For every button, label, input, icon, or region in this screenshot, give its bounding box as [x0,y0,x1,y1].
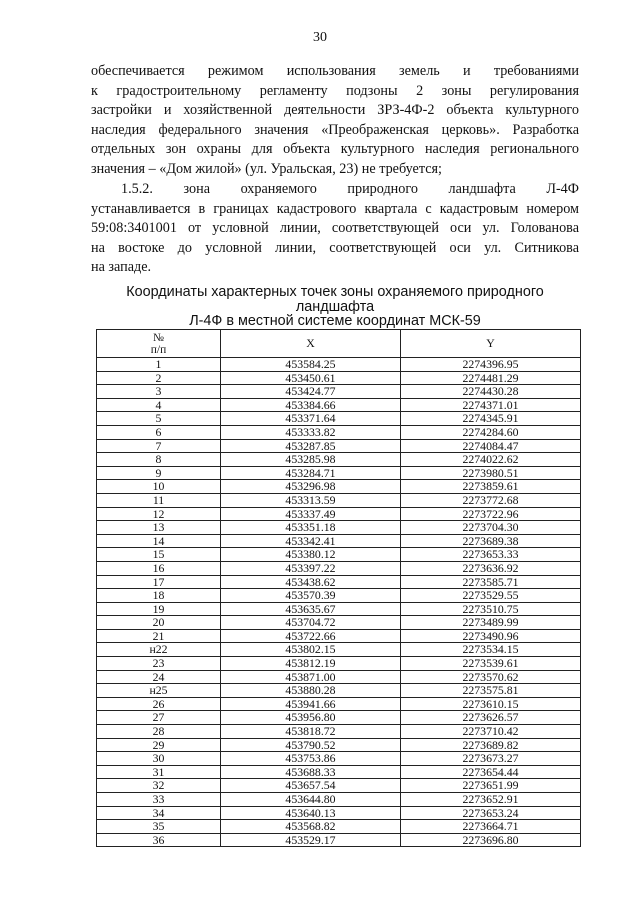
x-coordinate-cell: 453584.25 [221,358,401,372]
point-number-cell: 36 [97,833,221,847]
y-coordinate-cell: 2274022.62 [401,453,581,467]
text-line: наследия федерального значения «Преображенская церковь». Разработка [91,121,579,138]
table-title-line: Л-4Ф в местной системе координат МСК-59 [189,313,481,329]
y-coordinate-cell: 2273704.30 [401,521,581,535]
x-coordinate-cell: 453568.82 [221,820,401,834]
point-number-cell: 26 [97,697,221,711]
y-coordinate-cell: 2273689.38 [401,534,581,548]
x-coordinate-cell: 453287.85 [221,439,401,453]
y-coordinate-cell: 2273710.42 [401,725,581,739]
point-number-cell: 4 [97,398,221,412]
y-coordinate-cell: 2273529.55 [401,589,581,603]
table-row [97,820,581,834]
text-line: обеспечивается режимом использования земель и требованиями [91,63,579,79]
point-number-cell: 21 [97,629,221,643]
point-number-cell: 14 [97,534,221,548]
y-coordinate-cell: 2273980.51 [401,466,581,480]
y-coordinate-cell: 2274396.95 [401,358,581,372]
point-number-cell: 28 [97,725,221,739]
point-number-cell: 23 [97,657,221,671]
y-coordinate-cell: 2274371.01 [401,398,581,412]
point-number-cell: 6 [97,425,221,439]
y-coordinate-cell: 2273654.44 [401,765,581,779]
table-row [97,725,581,739]
point-number-cell: 12 [97,507,221,521]
x-coordinate-cell: 453284.71 [221,466,401,480]
paragraph-landscape-zone [91,180,579,278]
table-row [97,466,581,480]
x-coordinate-cell: 453285.98 [221,453,401,467]
x-coordinate-cell: 453640.13 [221,806,401,820]
y-coordinate-cell: 2274430.28 [401,385,581,399]
table-row [97,833,581,847]
x-coordinate-cell: 453635.67 [221,602,401,616]
point-number-cell: 9 [97,466,221,480]
y-coordinate-cell: 2273696.80 [401,833,581,847]
header-y: Y [401,330,581,358]
x-coordinate-cell: 453371.64 [221,412,401,426]
table-row [97,752,581,766]
table-row [97,439,581,453]
y-coordinate-cell: 2273859.61 [401,480,581,494]
table-row [97,480,581,494]
x-coordinate-cell: 453333.82 [221,425,401,439]
y-coordinate-cell: 2273689.82 [401,738,581,752]
x-coordinate-cell: 453812.19 [221,657,401,671]
x-coordinate-cell: 453657.54 [221,779,401,793]
point-number-cell: 13 [97,521,221,535]
y-coordinate-cell: 2273575.81 [401,684,581,698]
x-coordinate-cell: 453704.72 [221,616,401,630]
y-coordinate-cell: 2273585.71 [401,575,581,589]
y-coordinate-cell: 2273490.96 [401,629,581,643]
x-coordinate-cell: 453753.86 [221,752,401,766]
y-coordinate-cell: 2273673.27 [401,752,581,766]
y-coordinate-cell: 2273539.61 [401,657,581,671]
y-coordinate-cell: 2273489.99 [401,616,581,630]
table-row [97,453,581,467]
point-number-cell: 7 [97,439,221,453]
y-coordinate-cell: 2273652.91 [401,793,581,807]
point-number-cell: 20 [97,616,221,630]
point-number-cell: 5 [97,412,221,426]
y-coordinate-cell: 2273772.68 [401,493,581,507]
y-coordinate-cell: 2273722.96 [401,507,581,521]
table-row [97,711,581,725]
table-row [97,697,581,711]
x-coordinate-cell: 453438.62 [221,575,401,589]
x-coordinate-cell: 453296.98 [221,480,401,494]
table-row [97,657,581,671]
table-title-line: Координаты характерных точек зоны охраняемого природного ландшафта [126,284,544,315]
x-coordinate-cell: 453956.80 [221,711,401,725]
text-line: на западе. [91,259,152,276]
header-number-symbol: № [153,331,164,344]
point-number-cell: 31 [97,765,221,779]
point-number-cell: 16 [97,561,221,575]
table-row [97,358,581,372]
table-row [97,548,581,562]
table-row [97,643,581,657]
x-coordinate-cell: 453351.18 [221,521,401,535]
x-coordinate-cell: 453880.28 [221,684,401,698]
text-line: устанавливается в границах кадастрового квартала с кадастровым номером [91,200,579,217]
point-number-cell: 1 [97,358,221,372]
text-line: 59:08:3401001 от условной линии, соответствующей оси ул. Голованова [91,220,579,237]
text-line: на востоке до условной линии, соответствующей оси ул. Ситникова [91,239,579,256]
table-row [97,371,581,385]
x-coordinate-cell: 453818.72 [221,725,401,739]
table-row [97,575,581,589]
point-number-cell: 2 [97,371,221,385]
point-number-cell: н22 [97,643,221,657]
point-number-cell: 11 [97,493,221,507]
y-coordinate-cell: 2273626.57 [401,711,581,725]
x-coordinate-cell: 453342.41 [221,534,401,548]
table-row [97,385,581,399]
coordinates-table [96,329,581,847]
y-coordinate-cell: 2273636.92 [401,561,581,575]
paragraph-zone-regulation [91,62,579,180]
y-coordinate-cell: 2274084.47 [401,439,581,453]
point-number-cell: н25 [97,684,221,698]
point-number-cell: 10 [97,480,221,494]
page-number: 30 [313,30,327,45]
point-number-cell: 19 [97,602,221,616]
table-header-row [97,330,581,358]
table-row [97,521,581,535]
point-number-cell: 3 [97,385,221,399]
x-coordinate-cell: 453384.66 [221,398,401,412]
table-row [97,398,581,412]
point-number-cell: 18 [97,589,221,603]
y-coordinate-cell: 2274481.29 [401,371,581,385]
table-row [97,493,581,507]
x-coordinate-cell: 453802.15 [221,643,401,657]
point-number-cell: 15 [97,548,221,562]
x-coordinate-cell: 453644.80 [221,793,401,807]
table-row [97,806,581,820]
x-coordinate-cell: 453380.12 [221,548,401,562]
text-line: 1.5.2. зона охраняемого природного ландшафта Л-4Ф [121,181,579,197]
text-line: значения – «Дом жилой» (ул. Уральская, 23) не требуется; [91,160,442,177]
table-row [97,534,581,548]
y-coordinate-cell: 2273653.33 [401,548,581,562]
point-number-cell: 30 [97,752,221,766]
text-line: застройки и хозяйственной деятельности ЗРЗ-4Ф-2 объекта культурного [91,102,579,119]
table-row [97,589,581,603]
y-coordinate-cell: 2273651.99 [401,779,581,793]
table-row [97,629,581,643]
point-number-cell: 17 [97,575,221,589]
point-number-cell: 8 [97,453,221,467]
table-row [97,507,581,521]
y-coordinate-cell: 2273534.15 [401,643,581,657]
table-row [97,670,581,684]
point-number-cell: 33 [97,793,221,807]
table-row [97,425,581,439]
y-coordinate-cell: 2273653.24 [401,806,581,820]
x-coordinate-cell: 453337.49 [221,507,401,521]
point-number-cell: 27 [97,711,221,725]
table-row [97,561,581,575]
table-row [97,412,581,426]
text-line: к градостроительному регламенту подзоны 2 зоны регулирования [91,82,579,99]
y-coordinate-cell: 2273510.75 [401,602,581,616]
x-coordinate-cell: 453790.52 [221,738,401,752]
y-coordinate-cell: 2274345.91 [401,412,581,426]
x-coordinate-cell: 453397.22 [221,561,401,575]
y-coordinate-cell: 2273610.15 [401,697,581,711]
table-row [97,765,581,779]
point-number-cell: 29 [97,738,221,752]
header-number-abbr: п/п [150,343,167,356]
point-number-cell: 32 [97,779,221,793]
x-coordinate-cell: 453722.66 [221,629,401,643]
x-coordinate-cell: 453871.00 [221,670,401,684]
x-coordinate-cell: 453688.33 [221,765,401,779]
point-number-cell: 34 [97,806,221,820]
x-coordinate-cell: 453313.59 [221,493,401,507]
table-title [91,285,579,329]
point-number-cell: 24 [97,670,221,684]
text-line: отдельных зон охраны для объекта культурного наследия регионального [91,141,579,158]
y-coordinate-cell: 2273570.62 [401,670,581,684]
table-row [97,738,581,752]
table-row [97,684,581,698]
x-coordinate-cell: 453450.61 [221,371,401,385]
header-number [97,330,221,358]
x-coordinate-cell: 453570.39 [221,589,401,603]
x-coordinate-cell: 453424.77 [221,385,401,399]
x-coordinate-cell: 453941.66 [221,697,401,711]
y-coordinate-cell: 2273664.71 [401,820,581,834]
table-row [97,793,581,807]
x-coordinate-cell: 453529.17 [221,833,401,847]
table-row [97,616,581,630]
point-number-cell: 35 [97,820,221,834]
table-row [97,602,581,616]
y-coordinate-cell: 2274284.60 [401,425,581,439]
header-x: X [221,330,401,358]
table-row [97,779,581,793]
